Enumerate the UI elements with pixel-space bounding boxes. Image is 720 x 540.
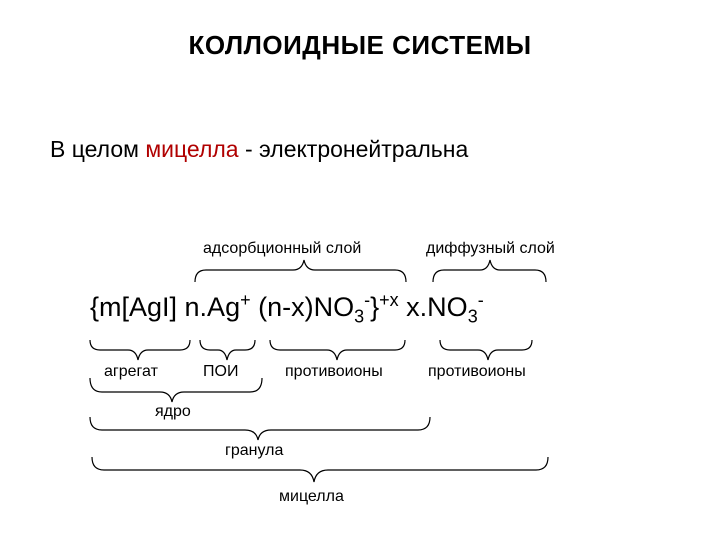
formula-sup-4: - <box>477 290 484 310</box>
formula-sub-2: 3 <box>467 306 478 327</box>
formula-sup-1: + <box>240 290 251 310</box>
brace-micelle <box>92 457 548 482</box>
label-counterions-adsorption: противоионы <box>285 363 383 380</box>
formula-sup-3: +x <box>379 290 399 310</box>
label-micelle: мицелла <box>279 488 344 505</box>
formula-part-2: (n-x)NO <box>250 292 355 322</box>
label-poi: ПОИ <box>203 363 239 380</box>
formula-part-1: {m[AgI] n.Ag <box>90 292 241 322</box>
intro-suffix: - электронейтральна <box>238 136 469 162</box>
brace-poi <box>200 340 255 360</box>
brace-adsorption-layer <box>195 260 406 282</box>
label-core: ядро <box>155 403 191 420</box>
brace-granule <box>90 417 430 440</box>
brace-core <box>90 378 262 402</box>
formula-sub-1: 3 <box>354 306 365 327</box>
label-aggregate: агрегат <box>104 363 158 380</box>
intro-prefix: В целом <box>50 136 146 162</box>
formula-part-4: x.NO <box>398 292 468 322</box>
intro-highlight-micelle: мицелла <box>145 136 239 162</box>
brace-diffuse-layer <box>433 260 546 282</box>
formula-part-3: } <box>370 292 380 322</box>
label-counterions-diffuse: противоионы <box>428 363 526 380</box>
brace-aggregate <box>90 340 190 360</box>
brace-counterions-adsorption <box>270 340 405 360</box>
formula-sup-2: - <box>364 290 371 310</box>
brace-counterions-diffuse <box>440 340 532 360</box>
label-diffuse-layer: диффузный слой <box>426 240 555 257</box>
label-adsorption-layer: адсорбционный слой <box>203 240 362 257</box>
label-granule: гранула <box>225 442 284 459</box>
slide-title: КОЛЛОИДНЫЕ СИСТЕМЫ <box>188 30 532 60</box>
